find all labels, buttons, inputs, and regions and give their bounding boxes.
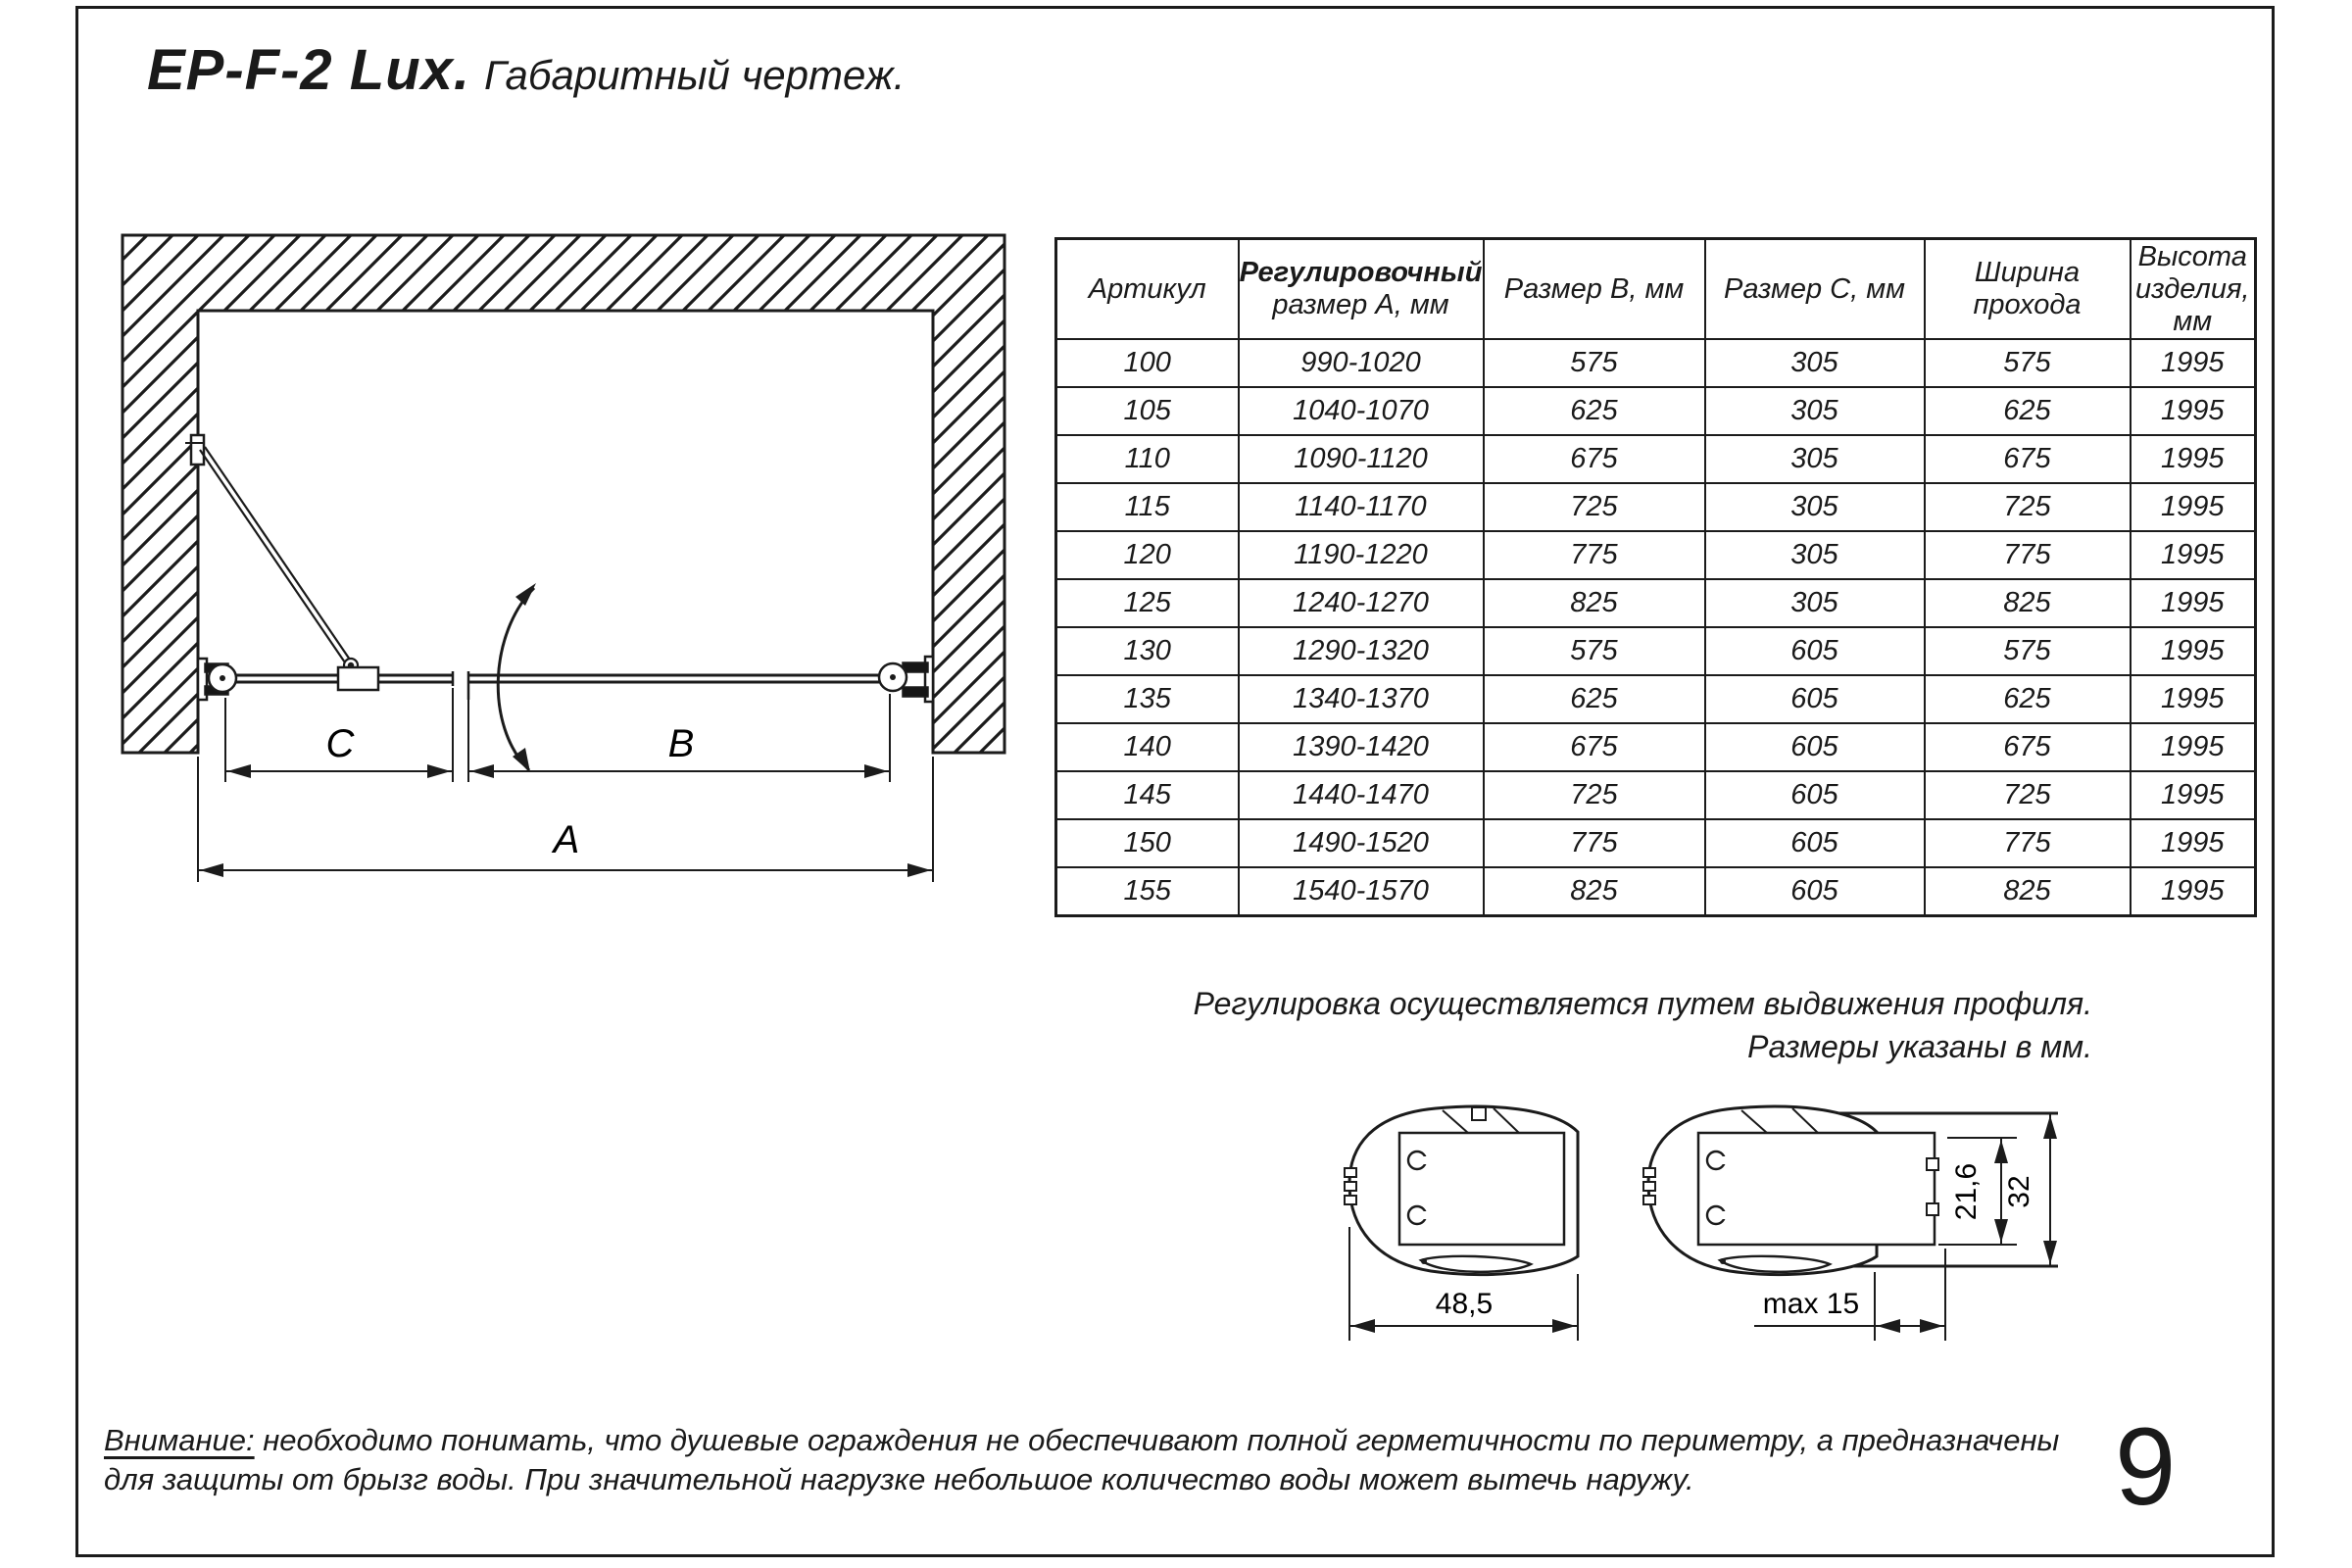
table-cell-b: 775 [1484,819,1705,867]
table-cell-h: 1995 [2131,867,2256,916]
table-cell-pass: 625 [1925,387,2131,435]
table-body [1056,339,2256,916]
table-cell-pass: 675 [1925,723,2131,771]
header-articul: Артикул [1056,239,1239,340]
header-height: Высота изделия, мм [2131,239,2256,340]
table-cell-c: 305 [1705,435,1925,483]
table-cell-pass: 575 [1925,339,2131,387]
table-cell-c: 305 [1705,531,1925,579]
dim-label-48-5: 48,5 [1435,1288,1494,1320]
table-cell-pass: 825 [1925,867,2131,916]
table-cell-h: 1995 [2131,483,2256,531]
table-cell-c: 305 [1705,387,1925,435]
table-cell-art: 100 [1056,339,1239,387]
adjustment-notes [1194,982,2092,1068]
warning-line-2: для защиты от брызг воды. При значительной нагрузке небольшое количество воды может вытечь наружу. [104,1462,1694,1496]
table-row [1056,627,2256,675]
table-cell-art: 155 [1056,867,1239,916]
table-cell-a: 1390-1420 [1239,723,1484,771]
table-cell-h: 1995 [2131,387,2256,435]
table-cell-a: 1540-1570 [1239,867,1484,916]
dim-label-max-15: max 15 [1762,1288,1860,1320]
table-row [1056,435,2256,483]
table-cell-art: 150 [1056,819,1239,867]
table-cell-art: 130 [1056,627,1239,675]
table-cell-c: 605 [1705,771,1925,819]
table-cell-art: 145 [1056,771,1239,819]
table-cell-pass: 825 [1925,579,2131,627]
table-cell-a: 990-1020 [1239,339,1484,387]
header-pass-width: Ширина прохода [1925,239,2131,340]
dimension-32 [2043,1113,2057,1266]
table-cell-b: 825 [1484,867,1705,916]
table-cell-art: 115 [1056,483,1239,531]
table-row [1056,339,2256,387]
dim-label-32: 32 [2003,1175,2035,1208]
table-cell-a: 1490-1520 [1239,819,1484,867]
table-cell-h: 1995 [2131,531,2256,579]
table-cell-a: 1340-1370 [1239,675,1484,723]
table-cell-b: 725 [1484,771,1705,819]
table-cell-a: 1240-1270 [1239,579,1484,627]
table-cell-a: 1290-1320 [1239,627,1484,675]
table-cell-b: 575 [1484,627,1705,675]
table-cell-art: 105 [1056,387,1239,435]
table-cell-c: 605 [1705,867,1925,916]
table-cell-b: 775 [1484,531,1705,579]
title-subtitle: Габаритный чертеж. [484,52,906,98]
table-cell-h: 1995 [2131,723,2256,771]
header-size-b: Размер В, мм [1484,239,1705,340]
table-row [1056,723,2256,771]
table-cell-art: 135 [1056,675,1239,723]
table-cell-pass: 625 [1925,675,2131,723]
header-size-a: Регулировочный размер А, мм [1239,239,1484,340]
table-cell-c: 305 [1705,579,1925,627]
dim-label-21-6: 21,6 [1950,1162,1983,1221]
table-cell-h: 1995 [2131,579,2256,627]
profile-section-right [1643,1106,2058,1274]
table-cell-a: 1040-1070 [1239,387,1484,435]
table-cell-c: 605 [1705,675,1925,723]
table-cell-b: 675 [1484,435,1705,483]
warning-label: Внимание: [104,1423,255,1457]
table-cell-art: 110 [1056,435,1239,483]
warning-note [104,1421,2059,1499]
table-cell-h: 1995 [2131,339,2256,387]
dim-label-b: B [667,722,695,765]
spec-table [1054,237,2257,917]
warning-line-1: Внимание: необходимо понимать, что душевые ограждения не обеспечивают полной герметичности по периметру, а предназначены [104,1423,2060,1457]
header-size-c: Размер С, мм [1705,239,1925,340]
support-brace [185,435,378,690]
table-cell-art: 140 [1056,723,1239,771]
table-cell-c: 605 [1705,819,1925,867]
table-cell-pass: 775 [1925,819,2131,867]
table-row [1056,867,2256,916]
table-cell-c: 605 [1705,627,1925,675]
table-cell-pass: 725 [1925,483,2131,531]
table-cell-h: 1995 [2131,435,2256,483]
table-cell-h: 1995 [2131,627,2256,675]
table-row [1056,483,2256,531]
door-swing-arrow [498,583,536,772]
dim-label-c: C [325,722,355,765]
table-cell-b: 825 [1484,579,1705,627]
table-cell-pass: 675 [1925,435,2131,483]
table-row [1056,531,2256,579]
profile-section-left [1345,1106,1578,1274]
table-row [1056,387,2256,435]
table-cell-pass: 575 [1925,627,2131,675]
wall-bracket-left [198,659,236,700]
table-cell-b: 625 [1484,387,1705,435]
table-cell-a: 1190-1220 [1239,531,1484,579]
table-cell-c: 305 [1705,339,1925,387]
dim-label-a: A [553,818,580,861]
table-row [1056,579,2256,627]
note-line-2: Размеры указаны в мм. [1747,1029,2092,1064]
model-name: EP-F-2 Lux. [147,38,471,102]
table-cell-pass: 725 [1925,771,2131,819]
table-cell-a: 1140-1170 [1239,483,1484,531]
table-row [1056,771,2256,819]
door-panel-glass [468,671,879,700]
table-cell-h: 1995 [2131,819,2256,867]
table-cell-b: 575 [1484,339,1705,387]
table-cell-a: 1090-1120 [1239,435,1484,483]
table-cell-h: 1995 [2131,675,2256,723]
table-cell-art: 120 [1056,531,1239,579]
table-row [1056,819,2256,867]
page-number: 9 [2115,1405,2177,1528]
table-cell-pass: 775 [1925,531,2131,579]
door-hinge [879,657,933,702]
spec-table-header [1056,239,2256,340]
table-cell-b: 725 [1484,483,1705,531]
table-row [1056,675,2256,723]
table-cell-c: 605 [1705,723,1925,771]
table-cell-b: 625 [1484,675,1705,723]
table-cell-b: 675 [1484,723,1705,771]
table-cell-art: 125 [1056,579,1239,627]
table-cell-a: 1440-1470 [1239,771,1484,819]
note-line-1: Регулировка осуществляется путем выдвижения профиля. [1193,986,2092,1021]
table-cell-c: 305 [1705,483,1925,531]
table-cell-h: 1995 [2131,771,2256,819]
